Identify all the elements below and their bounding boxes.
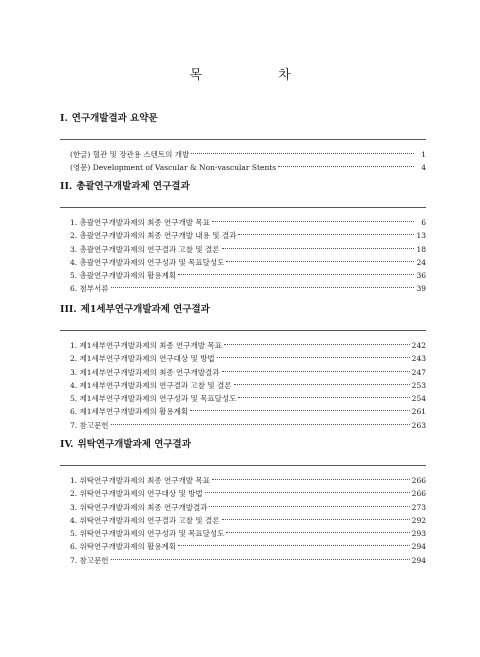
toc-entry[interactable] xyxy=(70,419,426,432)
toc-entry[interactable] xyxy=(70,527,426,540)
toc-entry-label: 3. 총괄연구개발과제의 연구결과 고찰 및 결론 xyxy=(70,244,220,254)
dot-leader xyxy=(226,532,409,533)
toc-entry-page: 247 xyxy=(411,367,426,377)
dot-leader xyxy=(190,410,410,411)
toc-entry-page: 36 xyxy=(416,271,426,281)
dot-leader xyxy=(234,384,410,385)
toc-entry-page: 254 xyxy=(411,394,426,404)
toc-entry[interactable] xyxy=(70,540,426,553)
toc-entry-page: 6 xyxy=(421,218,426,227)
toc-entry-label: 5. 총괄연구개발과제의 활용계획 xyxy=(70,271,177,281)
toc-entry[interactable] xyxy=(70,392,426,405)
toc-section-1 xyxy=(60,112,426,175)
toc-entry-label: 4. 위탁연구개발과제의 연구결과 고찰 및 결론 xyxy=(70,515,220,525)
toc-entry-label: 2. 제1세부연구개발과제의 연구대상 및 방법 xyxy=(70,354,215,364)
section-number: III. xyxy=(60,304,77,315)
toc-entry[interactable] xyxy=(70,487,426,500)
toc-entry-page: 253 xyxy=(411,380,426,390)
toc-entry-label: 1. 제1세부연구개발과제의 최종 연구개발 목표 xyxy=(70,341,222,350)
toc-entry[interactable] xyxy=(70,405,426,418)
toc-entry-label: 2. 총괄연구개발과제의 최종 연구개발 내용 및 결과 xyxy=(70,231,237,241)
toc-entry[interactable] xyxy=(70,161,426,174)
toc-entry[interactable] xyxy=(70,256,426,269)
toc-entry-label: 6. 위탁연구개발과제의 활용계획 xyxy=(70,542,177,552)
toc-entry-list xyxy=(60,207,426,296)
toc-entry-label: (한글) 혈관 및 장관용 스텐트의 개발 xyxy=(70,150,190,159)
toc-entry[interactable] xyxy=(70,229,426,242)
toc-entry[interactable] xyxy=(70,501,426,514)
toc-entry[interactable] xyxy=(70,282,426,295)
section-title: 총괄연구개발과제 연구결과 xyxy=(76,181,190,192)
section-heading xyxy=(60,438,426,452)
toc-entry[interactable] xyxy=(70,148,426,161)
toc-entry[interactable] xyxy=(70,243,426,256)
toc-entry-label: 5. 제1세부연구개발과제의 연구성과 및 목표달성도 xyxy=(70,394,237,404)
toc-entry-page: 294 xyxy=(411,542,426,552)
dot-leader xyxy=(111,424,410,425)
section-heading xyxy=(60,180,426,194)
dot-leader xyxy=(278,166,414,167)
toc-entry-list xyxy=(60,139,426,175)
dot-leader xyxy=(217,357,410,358)
toc-entry-list xyxy=(60,465,426,567)
toc-entry-page: 266 xyxy=(411,489,426,499)
toc-entry-label: 6. 제1세부연구개발과제의 활용계획 xyxy=(70,407,189,417)
dot-leader xyxy=(238,234,414,235)
toc-entry[interactable] xyxy=(70,352,426,365)
dot-leader xyxy=(111,287,414,288)
toc-entry-list xyxy=(60,330,426,432)
toc-entry-label: 4. 총괄연구개발과제의 연구성과 및 목표달성도 xyxy=(70,257,225,267)
dot-leader xyxy=(111,559,410,560)
toc-entry-page: 273 xyxy=(411,502,426,512)
toc-entry-label: 3. 제1세부연구개발과제의 최종 연구개발결과 xyxy=(70,367,220,377)
toc-entry-page: 18 xyxy=(416,244,426,254)
toc-entry-label: 3. 위탁연구개발과제의 최종 연구개발결과 xyxy=(70,502,208,512)
toc-section-4 xyxy=(60,438,426,567)
toc-entry-page: 266 xyxy=(411,476,426,485)
toc-entry[interactable] xyxy=(70,554,426,567)
dot-leader xyxy=(209,506,409,507)
toc-entry-page: 293 xyxy=(411,529,426,539)
dot-leader xyxy=(226,261,414,262)
dot-leader xyxy=(224,344,410,345)
toc-entry-label: 1. 총괄연구개발과제의 최종 연구개발 목표 xyxy=(70,218,210,227)
toc-entry-label: 7. 참고문헌 xyxy=(70,420,109,430)
dot-leader xyxy=(222,248,415,249)
toc-entry[interactable] xyxy=(70,366,426,379)
toc-entry[interactable] xyxy=(70,339,426,352)
section-title: 위탁연구개발과제 연구결과 xyxy=(77,439,191,450)
dot-leader xyxy=(178,274,414,275)
toc-entry-page: 292 xyxy=(411,515,426,525)
toc-entry[interactable] xyxy=(70,514,426,527)
toc-entry-page: 261 xyxy=(411,407,426,417)
dot-leader xyxy=(178,545,410,546)
section-number: IV. xyxy=(60,439,74,450)
toc-entry-page: 1 xyxy=(421,150,426,159)
toc-entry-page: 263 xyxy=(411,420,426,430)
toc-section-3 xyxy=(60,303,426,432)
toc-entry[interactable] xyxy=(70,474,426,487)
toc-entry-label: 1. 위탁연구개발과제의 최종 연구개발 목표 xyxy=(70,476,210,485)
toc-entry-page: 39 xyxy=(416,284,426,294)
toc-entry-label: 7. 참고문헌 xyxy=(70,555,109,565)
dot-leader xyxy=(238,397,409,398)
section-heading xyxy=(60,112,426,126)
dot-leader xyxy=(222,371,410,372)
toc-entry-label: 6. 첨부서류 xyxy=(70,284,109,294)
section-title: 제1세부연구개발과제 연구결과 xyxy=(80,304,210,315)
toc-entry-label: 4. 제1세부연구개발과제의 연구결과 고찰 및 결론 xyxy=(70,380,232,390)
toc-entry-label: 2. 위탁연구개발과제의 연구대상 및 방법 xyxy=(70,489,203,499)
toc-entry-label: 5. 위탁연구개발과제의 연구성과 및 목표달성도 xyxy=(70,529,225,539)
toc-entry-label: (영문) Development of Vascular & Non-vascular Stents xyxy=(70,163,277,173)
toc-entry[interactable] xyxy=(70,216,426,229)
toc-entry-page: 243 xyxy=(411,354,426,364)
page-title: 목 차 xyxy=(189,68,327,83)
toc-section-2 xyxy=(60,180,426,296)
toc-entry-page: 294 xyxy=(411,555,426,565)
section-number: II. xyxy=(60,181,73,192)
toc-entry-page: 13 xyxy=(416,231,426,241)
dot-leader xyxy=(191,153,414,154)
section-heading xyxy=(60,303,426,317)
section-title: 연구개발결과 요약문 xyxy=(71,113,158,124)
dot-leader xyxy=(205,492,410,493)
dot-leader xyxy=(212,221,414,222)
toc-entry[interactable] xyxy=(70,379,426,392)
toc-entry-page: 242 xyxy=(411,341,426,350)
dot-leader xyxy=(212,479,410,480)
section-number: I. xyxy=(60,113,68,124)
dot-leader xyxy=(222,519,410,520)
toc-entry-page: 24 xyxy=(416,257,426,267)
toc-entry[interactable] xyxy=(70,269,426,282)
toc-entry-page: 4 xyxy=(421,163,426,173)
